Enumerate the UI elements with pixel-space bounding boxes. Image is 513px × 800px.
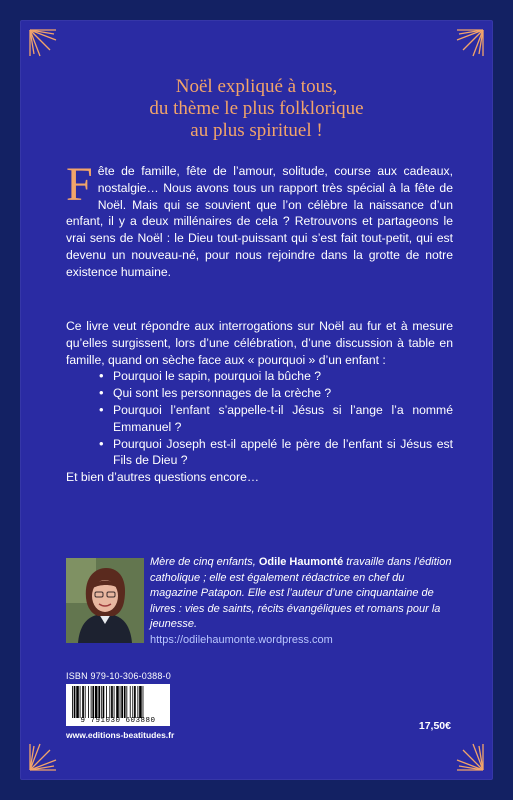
author-lead: Mère de cinq enfants, [150, 556, 256, 568]
drop-cap: F [66, 158, 93, 211]
corner-ornament-icon [455, 742, 485, 772]
headline-line: Noël expliqué à tous, [175, 76, 338, 97]
price: 17,50€ [418, 720, 451, 732]
barcode [66, 684, 170, 726]
corner-ornament-icon [28, 742, 58, 772]
author-photo [66, 558, 144, 643]
description-paragraph: Ce livre veut répondre aux interrogations sur Noël au fur et à mesure qu’elles surgissent, lors d’une célébration, d’une discussion à table en famille, quand on sèche face aux « pourquoi » d’un enfant : [66, 319, 453, 367]
closing-line: Et bien d’autres questions encore… [66, 470, 260, 485]
corner-ornament-icon [455, 28, 485, 58]
isbn-label: ISBN 979-10-306-0388-0 [66, 671, 171, 681]
list-item: • Pourquoi l’enfant s’appelle-t-il Jésus si l’ange l’a nommé Emmanuel ? [99, 402, 453, 436]
description [66, 318, 453, 486]
list-item: • Pourquoi le sapin, pourquoi la bûche ? [99, 368, 453, 385]
author-bio-text: travaille dans l’édition catholique ; elle est également rédactrice en chef du magazine Patapon. Elle est l’auteur d’une cinquantaine de livres : vies de saints, récits évangéliques et romans pour la jeunesse. [150, 556, 452, 631]
barcode-number: 9 791030 603880 [80, 717, 156, 725]
author-bio [150, 555, 455, 649]
headline-line: au plus spirituel ! [190, 120, 323, 141]
intro-text: ête de famille, fête de l’amour, solitude, course aux cadeaux, nostalgie… Nous avons tous un rapport très spécial à la fête de Noël. Mais qui se souvient que l’on célèbre la naissance d’un enfant, il y a deux millénaires de cela ? Retrouvons et partageons le vrai sens de Noël : le Dieu tout-puissant qui s’est fait tout-petit, qui est devenu un nouveau-né, pour nous rejoindre dans la grotte de notre existence humaine. [66, 164, 453, 279]
author-website-link[interactable]: https://odilehaumonte.wordpress.com [150, 633, 333, 646]
intro-paragraph [66, 158, 453, 281]
question-list [66, 368, 453, 469]
barcode-bars [66, 686, 170, 718]
publisher-website: www.editions-beatitudes.fr [66, 730, 175, 740]
corner-ornament-icon [28, 28, 58, 58]
list-item: • Pourquoi Joseph est-il appelé le père de l’enfant si Jésus est Fils de Dieu ? [99, 436, 453, 470]
headline [60, 76, 453, 142]
headline-line: du thème le plus folklorique [149, 98, 364, 119]
list-item: • Qui sont les personnages de la crèche ? [99, 385, 453, 402]
author-name: Odile Haumonté [258, 556, 344, 568]
